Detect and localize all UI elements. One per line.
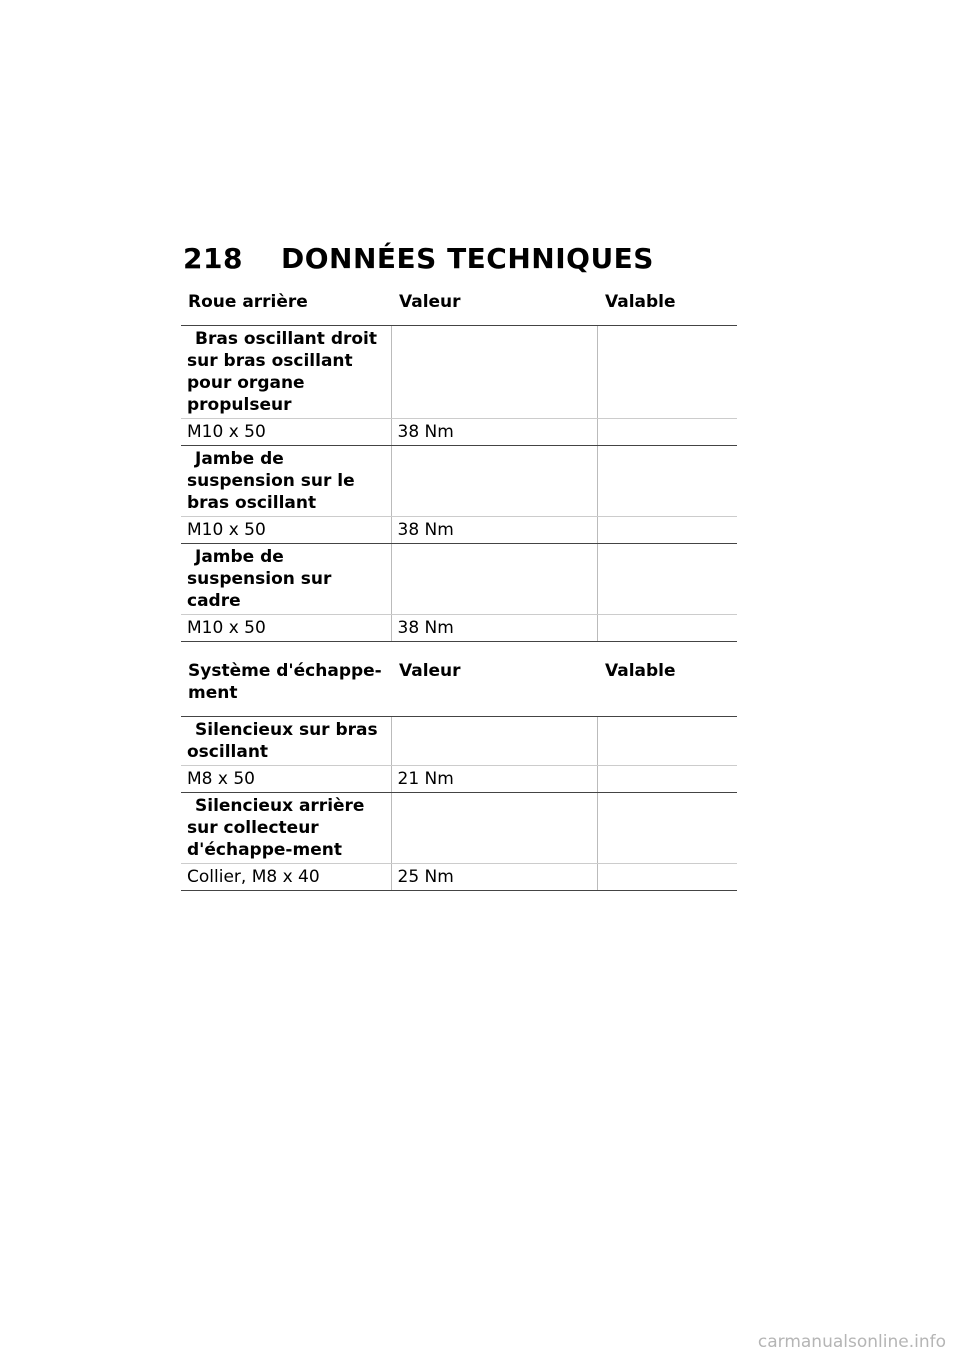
spec-cell: M8 x 50 <box>181 766 391 793</box>
valid-cell <box>597 517 737 544</box>
column-header-value: Valeur <box>391 654 597 717</box>
table-row <box>181 517 737 544</box>
page-header <box>183 242 654 275</box>
value-cell: 25 Nm <box>391 864 597 891</box>
table-header-row <box>181 654 737 717</box>
component-label: Silencieux arrière sur collecteur d'échappe-ment <box>181 793 391 864</box>
spec-cell: Collier, M8 x 40 <box>181 864 391 891</box>
table-row <box>181 717 737 766</box>
valid-cell <box>597 766 737 793</box>
value-cell: 38 Nm <box>391 615 597 642</box>
valid-cell <box>597 615 737 642</box>
table-row <box>181 615 737 642</box>
column-header-component: Système d'échappe-ment <box>181 654 391 717</box>
page-number: 218 <box>183 242 243 275</box>
value-cell: 38 Nm <box>391 517 597 544</box>
spec-cell: M10 x 50 <box>181 615 391 642</box>
value-cell: 21 Nm <box>391 766 597 793</box>
column-header-component: Roue arrière <box>181 285 391 326</box>
table-header-row <box>181 285 737 326</box>
table-row <box>181 766 737 793</box>
table-row <box>181 419 737 446</box>
spec-cell: M10 x 50 <box>181 517 391 544</box>
column-header-value: Valeur <box>391 285 597 326</box>
component-label: Silencieux sur bras oscillant <box>181 717 391 766</box>
exhaust-system-table <box>181 654 737 891</box>
value-cell: 38 Nm <box>391 419 597 446</box>
table-row <box>181 544 737 615</box>
column-header-valid: Valable <box>597 654 737 717</box>
watermark: carmanualsonline.info <box>757 1332 946 1352</box>
component-label: Jambe de suspension sur cadre <box>181 544 391 615</box>
table-row <box>181 326 737 419</box>
valid-cell <box>597 419 737 446</box>
component-label: Bras oscillant droit sur bras oscillant pour organe propulseur <box>181 326 391 419</box>
section-title: DONNÉES TECHNIQUES <box>281 242 654 275</box>
rear-wheel-table <box>181 285 737 642</box>
column-header-valid: Valable <box>597 285 737 326</box>
spec-cell: M10 x 50 <box>181 419 391 446</box>
component-label: Jambe de suspension sur le bras oscillant <box>181 446 391 517</box>
table-row <box>181 864 737 891</box>
table-row <box>181 793 737 864</box>
valid-cell <box>597 864 737 891</box>
spec-tables <box>181 285 737 891</box>
table-row <box>181 446 737 517</box>
